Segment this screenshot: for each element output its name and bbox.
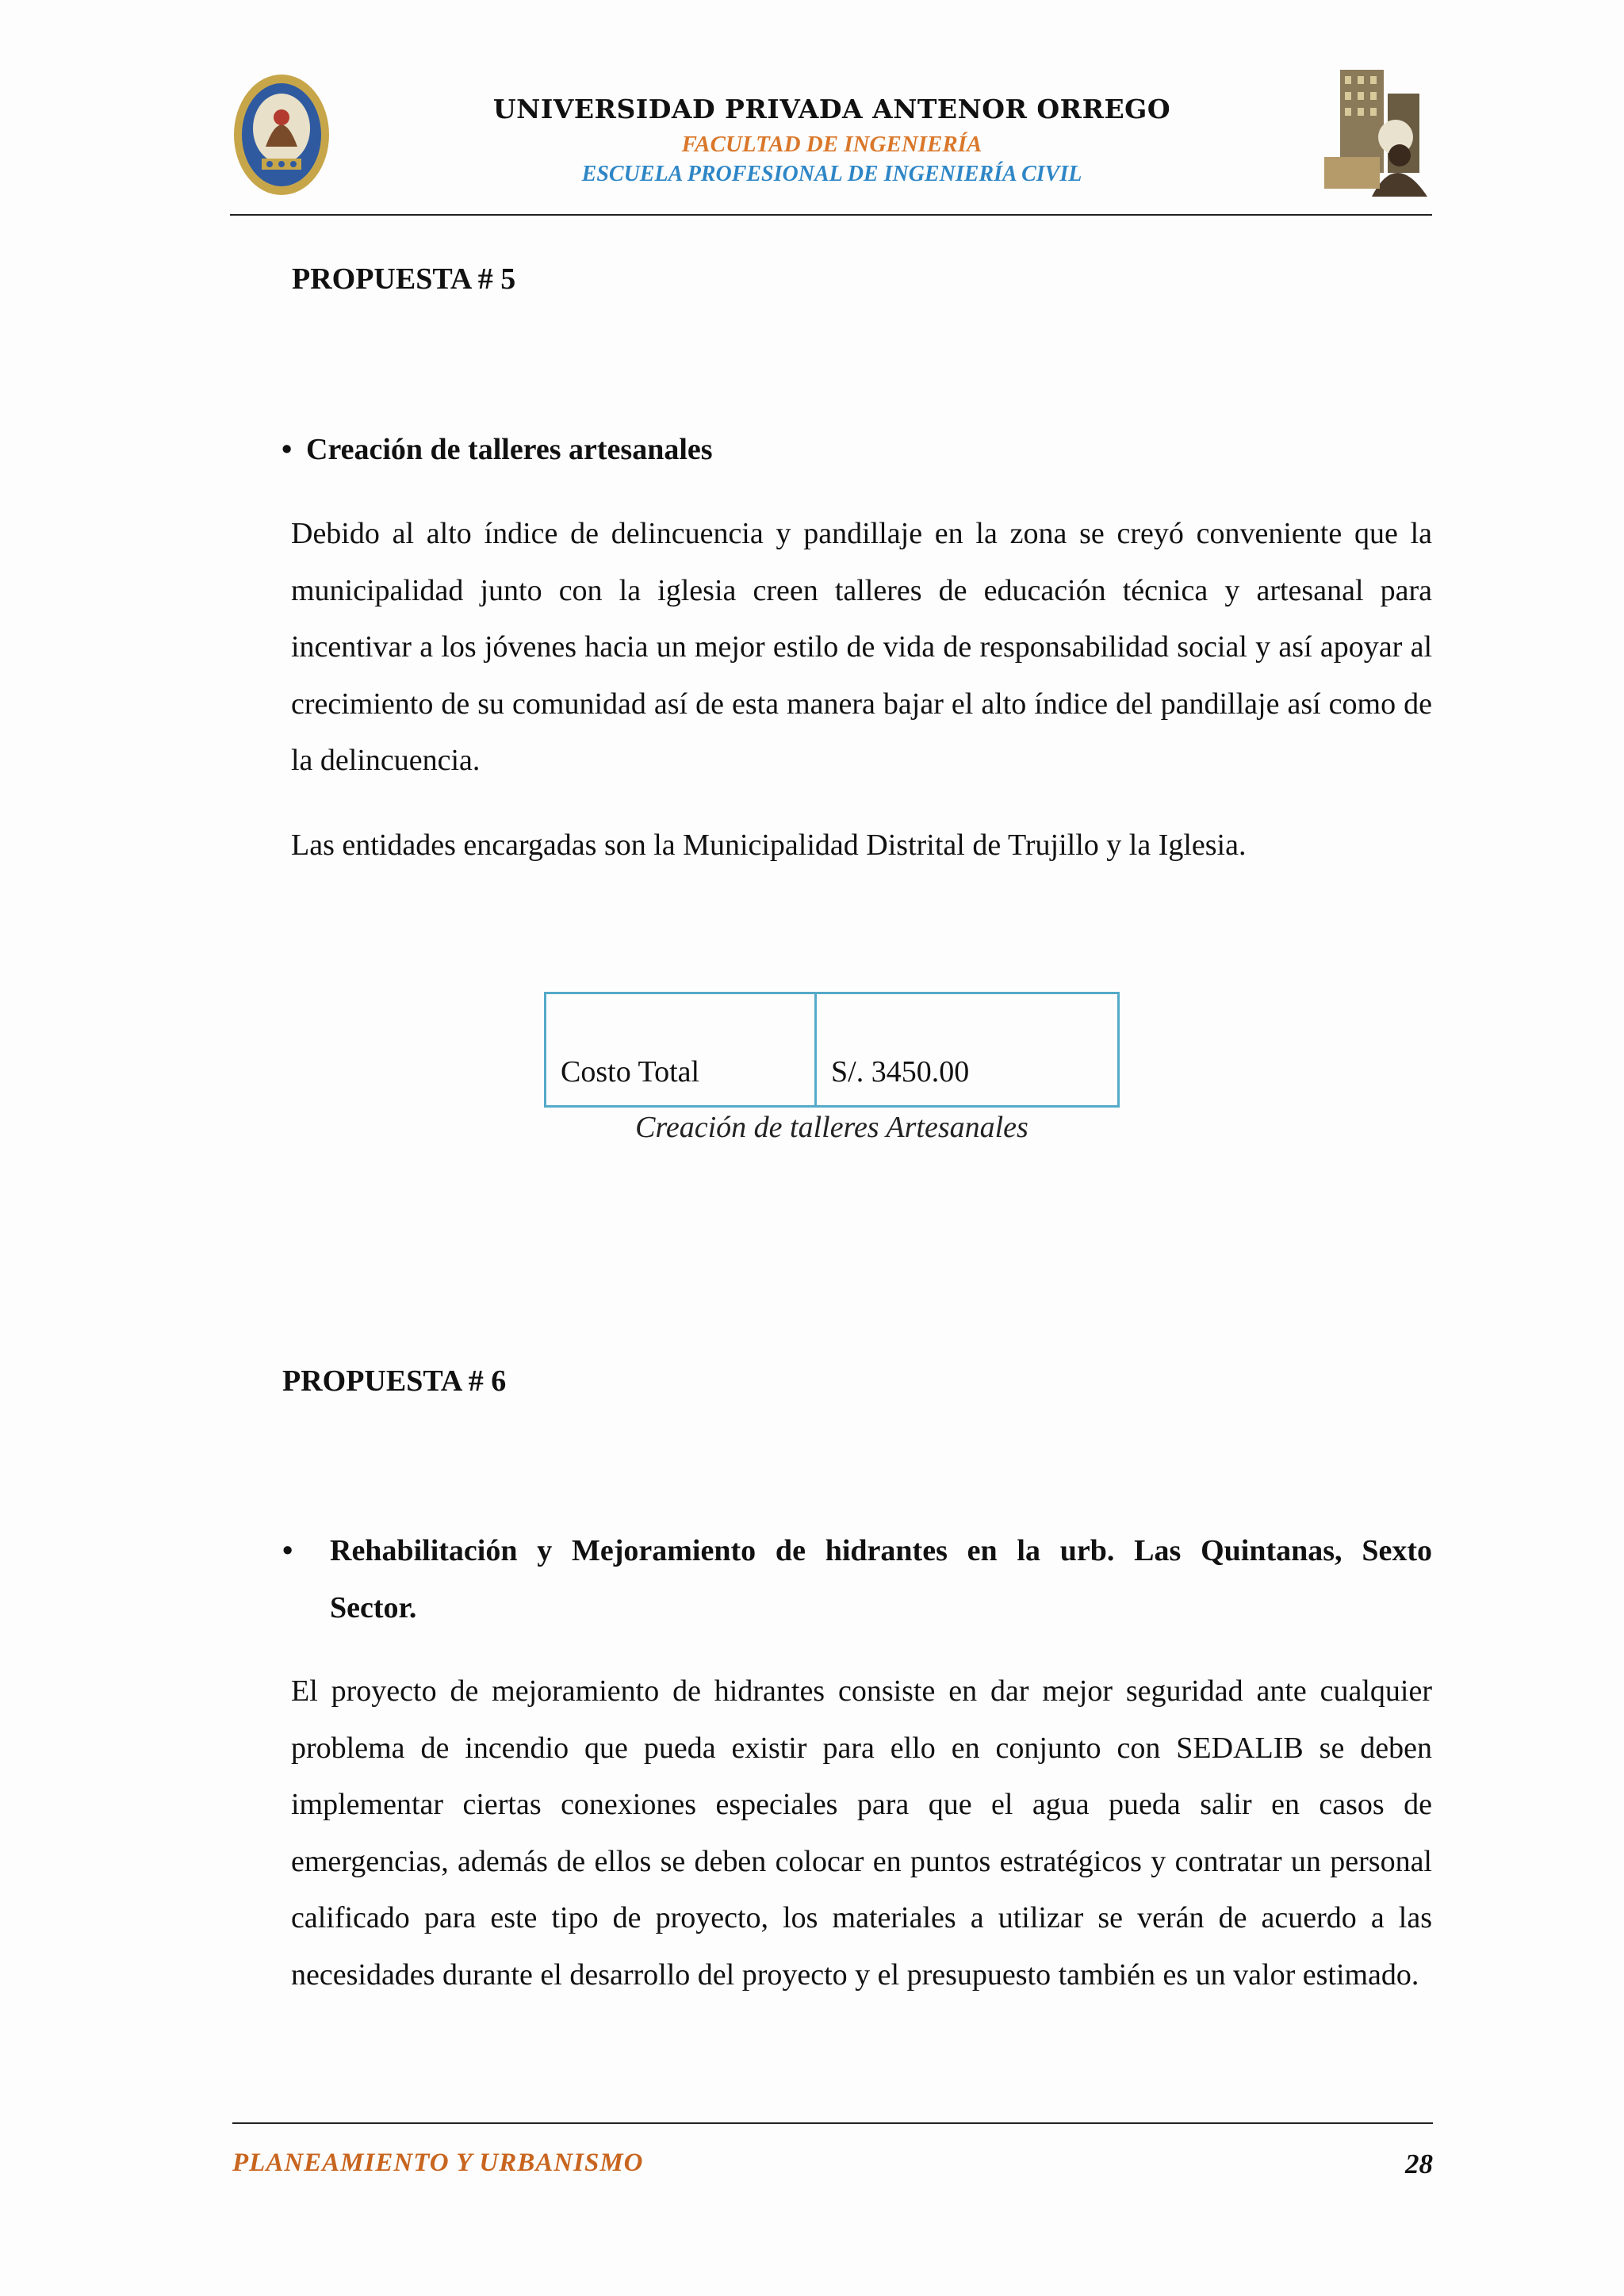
- proposal-5-title: Creación de talleres artesanales: [306, 433, 713, 466]
- header-divider: [230, 214, 1432, 216]
- proposal-6-title-line1: Rehabilitación y Mejoramiento de hidrantes en la urb. Las Quintanas, Sexto: [330, 1534, 1432, 1567]
- school-name: ESCUELA PROFESIONAL DE INGENIERÍA CIVIL: [581, 162, 1082, 186]
- cost-value-cell: [817, 994, 1117, 1105]
- proposal-6-bullet-icon: •: [282, 1534, 293, 1567]
- cost-table: [544, 992, 1120, 1108]
- proposal-6-title-line2: Sector.: [330, 1591, 417, 1624]
- proposal-5-paragraph: Debido al alto índice de delincuencia y pandillaje en la zona se creyó conveniente que la municipalidad junto con la iglesia creen talleres de educación técnica y artesanal para incentivar a los jóvenes hacia un mejor estilo de vida de responsabilidad social y así apoyar al crecimiento de su comunidad así de esta manera bajar el alto índice del pandillaje así como de la delincuencia.: [291, 517, 1432, 777]
- cost-label: Costo Total: [561, 1055, 700, 1089]
- university-name: UNIVERSIDAD PRIVADA ANTENOR ORREGO: [492, 94, 1171, 124]
- footer-divider: [232, 2122, 1433, 2124]
- proposal-6-heading: PROPUESTA # 6: [282, 1364, 507, 1398]
- proposal-6-paragraph: El proyecto de mejoramiento de hidrantes consiste en dar mejor seguridad ante cualquier problema de incendio que pueda existir para ello en conjunto con SEDALIB se deben implementar ciertas conexiones especiales para que el agua pueda salir en casos de emergencias, además de ellos se deben colocar en puntos estratégicos y contratar un personal calificado para este tipo de proyecto, los materiales a utilizar se verán de acuerdo a las necesidades durante el desarrollo del proyecto y el presupuesto también es un valor estimado.: [291, 1674, 1432, 1992]
- engineering-worker-logo: [1316, 62, 1435, 197]
- page-number: 28: [1405, 2149, 1433, 2179]
- proposal-5-heading: PROPUESTA # 5: [292, 262, 516, 296]
- cost-label-cell: [546, 994, 817, 1105]
- proposal-5-bullet-icon: •: [282, 433, 293, 466]
- footer-title: PLANEAMIENTO Y URBANISMO: [232, 2149, 644, 2177]
- cost-value: S/. 3450.00: [831, 1055, 970, 1089]
- table-caption: Creación de talleres Artesanales: [635, 1111, 1028, 1144]
- faculty-name: FACULTAD DE INGENIERÍA: [681, 132, 982, 157]
- proposal-5-entities: Las entidades encargadas son la Municipalidad Distrital de Trujillo y la Iglesia.: [291, 828, 1247, 862]
